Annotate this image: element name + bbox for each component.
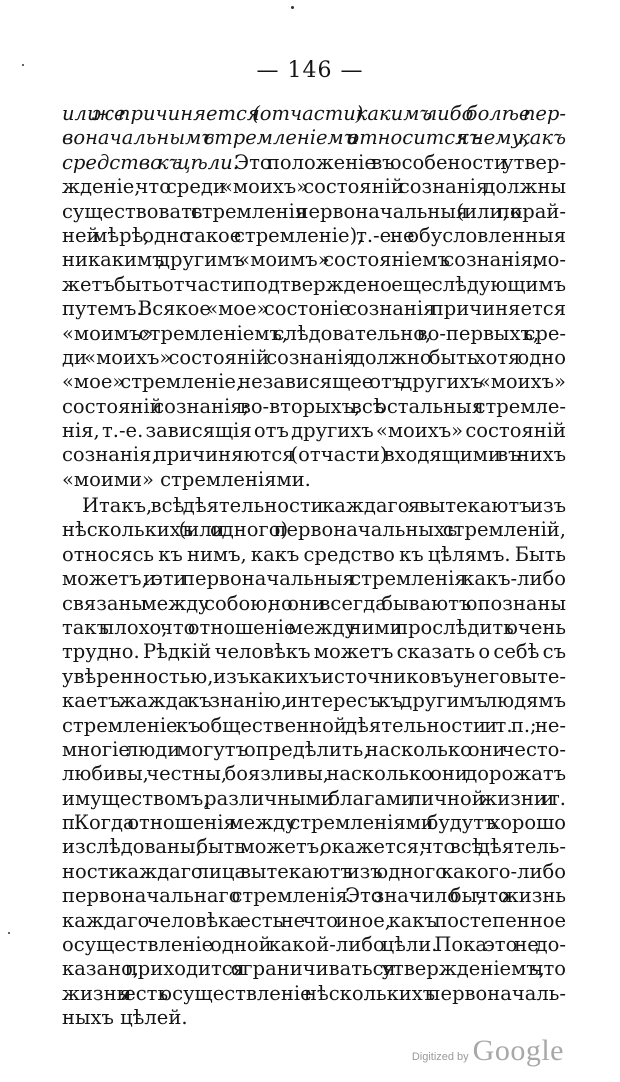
paragraph-2 bbox=[62, 494, 566, 1031]
text-line bbox=[62, 395, 566, 419]
text-segment: никакимъ другимъ «моимъ» состояніемъ сознанія, мо- bbox=[62, 248, 567, 272]
text-line: любивы, честны, боязливы, насколько они дорожатъ bbox=[62, 762, 567, 786]
text-line: жизнь я есть осуществленіе нѣсколькихъ первоначаль- bbox=[62, 981, 567, 1005]
text-line: осуществленіе одной какой-либо цѣли. Пока это не до- bbox=[62, 933, 566, 957]
text-line: трудно. Рѣдкій человѣкъ можетъ сказать о себѣ съ bbox=[62, 640, 566, 664]
text-line: каждаго человѣка есть не что иное, какъ постепенное bbox=[62, 908, 567, 932]
watermark-prefix: Digitized by bbox=[411, 1051, 469, 1063]
text-line: такъ плохо, что отношеніе между ними прослѣдить очень bbox=[62, 615, 566, 639]
scan-speck bbox=[8, 932, 10, 934]
text-line: ности каждаго лица вытекаютъ изъ одного какого-либо bbox=[62, 859, 566, 883]
text-line: можетъ, и эти первоначальныя стремленія какъ-либо bbox=[62, 567, 566, 591]
text-line: изслѣдованы, быть можетъ, окажется, что всѣ дѣятель- bbox=[62, 835, 566, 859]
text-segment: жетъ быть отчасти подтверждено еще слѣдующимъ bbox=[62, 272, 566, 296]
text-line: п. Когда отношенія между стремленіями будутъ хорошо bbox=[62, 811, 567, 835]
text-line bbox=[62, 248, 566, 272]
italic-segment: средство къ цѣли. bbox=[62, 150, 239, 174]
text-segment: нія, т.-е. зависящія отъ другихъ «моихъ» состояній bbox=[62, 419, 566, 443]
text-segment: «моимъ» стремленіемъ, слѣдовательно, во-первыхъ, сре- bbox=[62, 321, 566, 345]
text-line bbox=[62, 297, 566, 321]
text-line: каетъ жажда къ знанію, интересъ къ другимъ людямъ bbox=[62, 689, 566, 713]
text-line bbox=[62, 102, 566, 126]
italic-segment: или же причиняется (отчасти) какимъ либо болѣе пер- bbox=[62, 102, 566, 125]
text-segment: сознанія, причиняются (отчасти) входящими въ нихъ bbox=[62, 443, 567, 467]
text-segment: существовать стремленія первоначальныя (или, по край- bbox=[62, 199, 566, 223]
text-line bbox=[62, 468, 566, 492]
text-segment: жденіе, что среди «моихъ» состояній сознанія должны bbox=[62, 175, 566, 199]
text-line: ныхъ цѣлей. bbox=[62, 1006, 188, 1030]
text-line bbox=[62, 322, 566, 346]
text-line bbox=[62, 370, 566, 394]
text-segment: «мое» стремленіе, независящее отъ другихъ «моихъ» bbox=[62, 370, 566, 394]
text-line bbox=[62, 443, 566, 467]
text-segment: путемъ. Всякое «мое» состоніе сознанія причиняется bbox=[62, 297, 566, 321]
text-line bbox=[62, 224, 566, 248]
text-line: первоначальнаго стремленія. Это значило бы, что жизнь bbox=[62, 884, 566, 908]
paragraph-1 bbox=[62, 102, 566, 492]
text-line: казано, приходится ограничиваться утвержденіемъ, что bbox=[62, 957, 567, 981]
text-line bbox=[62, 151, 566, 175]
text-segment: ней мѣрѣ, одно такое стремленіе), т.-е. не обусловленныя bbox=[62, 223, 566, 247]
digitized-by-google-watermark bbox=[412, 1034, 564, 1068]
scan-speck bbox=[291, 6, 294, 9]
text-line: нѣсколькихъ (или одного) первоначальныхъ стремленій, bbox=[62, 518, 567, 542]
text-line bbox=[62, 175, 566, 199]
text-line: связаны между собою, но они всегда бываютъ опознаны bbox=[62, 591, 567, 615]
text-segment: «моими» стремленіями. bbox=[62, 467, 311, 491]
text-line bbox=[62, 346, 566, 370]
text-line: относясь къ нимъ, какъ средство къ цѣлямъ. Быть bbox=[62, 542, 567, 566]
text-segment: ди «моихъ» состояній сознанія должно быть хотя одно bbox=[62, 345, 567, 369]
text-segment: состояній сознанія; во-вторыхъ, всѣ остальныя стремле- bbox=[62, 394, 566, 418]
text-line bbox=[62, 273, 566, 297]
page-number: — 146 — bbox=[256, 58, 364, 83]
google-logo: Google bbox=[472, 1034, 564, 1067]
text-line: имуществомъ, различными благами личной жизни и т. bbox=[62, 786, 566, 810]
text-line bbox=[62, 200, 566, 224]
text-line: Итакъ, всѣ дѣятельности каждаго я вытекаютъ изъ bbox=[82, 494, 567, 517]
text-line: стремленіе къ общественной дѣятельности и т. п.; не- bbox=[62, 713, 566, 737]
italic-segment: воначальнымъ стремленіемъ и относится къ нему, какъ bbox=[62, 126, 566, 150]
text-line bbox=[62, 419, 566, 443]
text-line: увѣренностью, изъ какихъ источниковъ у него выте- bbox=[62, 664, 567, 688]
text-line: многіе люди могутъ опредѣлить, насколько они често- bbox=[62, 737, 566, 761]
text-line bbox=[62, 126, 566, 150]
text-segment: Это положеніе въ особености утвер- bbox=[238, 150, 567, 174]
